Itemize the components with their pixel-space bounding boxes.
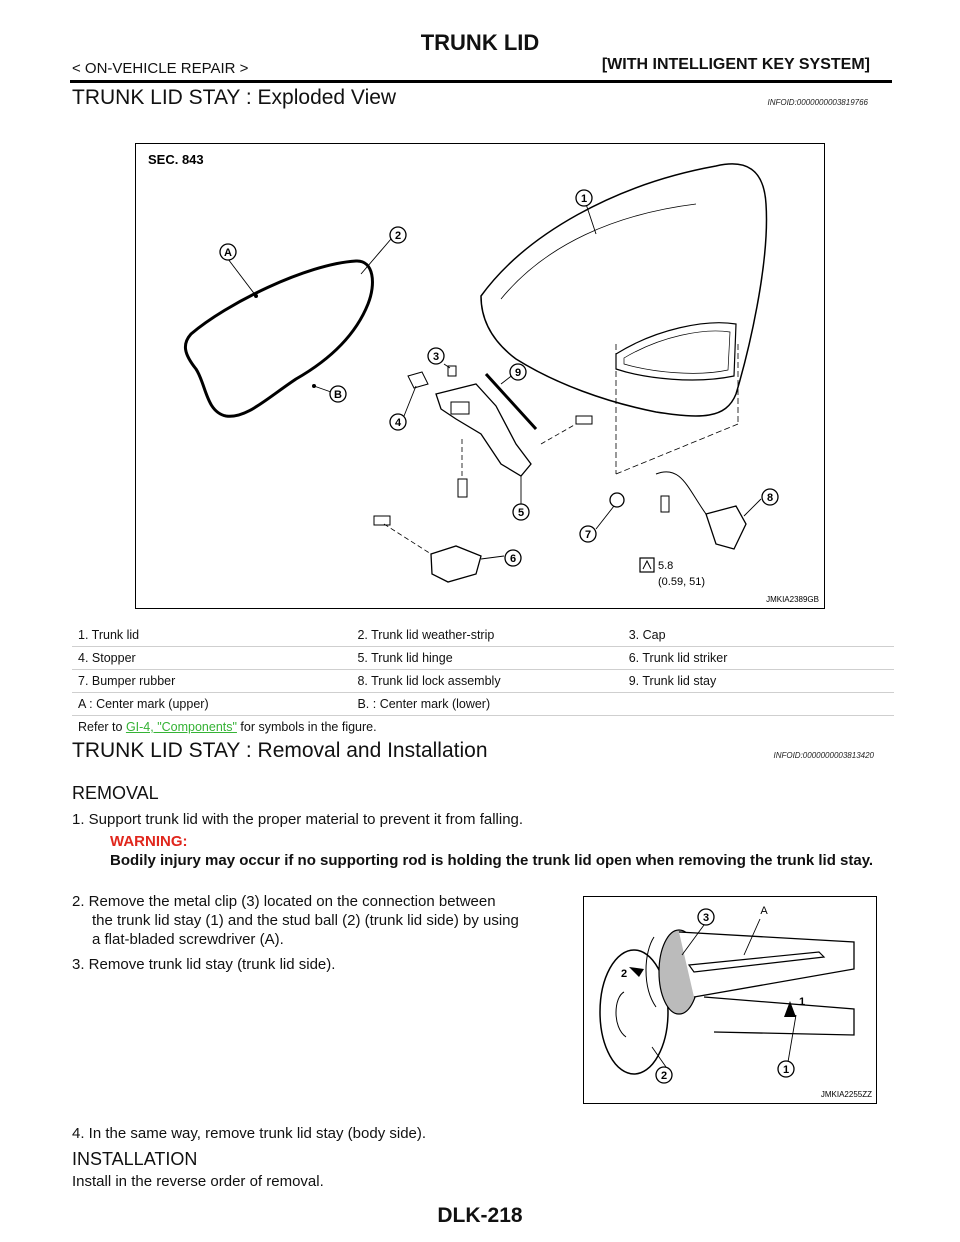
header-variant: [WITH INTELLIGENT KEY SYSTEM] xyxy=(601,56,870,73)
components-link[interactable]: GI-4, "Components" xyxy=(125,720,237,734)
warning-label: WARNING: xyxy=(110,833,188,850)
legend-cell: 2. Trunk lid weather-strip xyxy=(351,624,622,647)
sec-number: SEC. 843 xyxy=(148,152,204,167)
removal-step-2-line-2: the trunk lid stay (1) and the stud ball (2) (trunk lid side) by using xyxy=(92,912,519,929)
svg-text:4: 4 xyxy=(394,417,402,429)
legend-row xyxy=(72,670,894,693)
svg-text:1: 1 xyxy=(580,193,588,205)
legend-row xyxy=(72,693,894,716)
legend-row xyxy=(72,624,894,647)
svg-text:9: 9 xyxy=(514,367,522,379)
legend-cell: 1. Trunk lid xyxy=(72,624,351,647)
section-title-exploded-view: TRUNK LID STAY : Exploded View xyxy=(72,86,397,109)
legend-cell: 8. Trunk lid lock assembly xyxy=(351,670,622,693)
removal-step-2-line-3: a flat-bladed screwdriver (A). xyxy=(92,931,284,948)
section-title-removal-installation: TRUNK LID STAY : Removal and Installation xyxy=(72,739,488,762)
legend-cell: 3. Cap xyxy=(623,624,894,647)
removal-heading: REMOVAL xyxy=(72,783,159,803)
removal-step-1: 1. Support trunk lid with the proper material to prevent it from falling. xyxy=(72,811,524,828)
legend-cell: A : Center mark (upper) xyxy=(72,693,351,716)
svg-text:2: 2 xyxy=(620,968,628,980)
installation-text: Install in the reverse order of removal. xyxy=(72,1173,324,1190)
header-rule xyxy=(70,80,892,83)
stopper xyxy=(408,372,428,388)
figure-code: JMKIA2255ZZ xyxy=(820,1090,872,1099)
legend-row xyxy=(72,647,894,670)
section-infoid: INFOID:0000000003819766 xyxy=(767,98,868,107)
figure-code: JMKIA2389GB xyxy=(766,595,819,604)
legend-cell: 4. Stopper xyxy=(72,647,351,670)
exploded-view-figure xyxy=(135,143,825,609)
svg-text:3: 3 xyxy=(432,351,440,363)
svg-text:3: 3 xyxy=(702,912,710,924)
svg-text:2: 2 xyxy=(394,230,402,242)
svg-text:6: 6 xyxy=(509,553,517,565)
trunk-lid-striker xyxy=(431,546,481,582)
trunk-lid-hinge xyxy=(436,384,531,476)
section-infoid: INFOID:0000000003813420 xyxy=(773,751,874,760)
svg-text:7: 7 xyxy=(584,529,592,541)
svg-text:2: 2 xyxy=(660,1070,668,1082)
legend-cell: 6. Trunk lid striker xyxy=(623,647,894,670)
svg-text:A: A xyxy=(760,905,768,917)
legend-cell: B. : Center mark (lower) xyxy=(351,693,622,716)
legend-refer-row xyxy=(72,716,894,739)
removal-step-4: 4. In the same way, remove trunk lid stay (body side). xyxy=(72,1125,427,1142)
page-number: DLK-218 xyxy=(437,1204,523,1227)
removal-step-3: 3. Remove trunk lid stay (trunk lid side). xyxy=(72,956,336,973)
trunk-lid-stay-rod xyxy=(704,997,854,1035)
parts-legend-table xyxy=(72,624,894,738)
page-title: TRUNK LID xyxy=(420,30,540,55)
clip-removal-figure xyxy=(583,896,877,1104)
legend-cell: 7. Bumper rubber xyxy=(72,670,351,693)
svg-text:1: 1 xyxy=(798,996,806,1008)
torque-units: (0.59, 51) xyxy=(658,576,706,588)
svg-text:1: 1 xyxy=(782,1064,790,1076)
svg-text:5: 5 xyxy=(517,507,525,519)
warning-text: Bodily injury may occur if no supporting rod is holding the trunk lid open when removing the trunk lid stay. xyxy=(110,852,874,869)
exploded-view-diagram xyxy=(136,144,824,608)
svg-text:A: A xyxy=(224,247,232,259)
svg-text:B: B xyxy=(334,389,342,401)
legend-cell: 9. Trunk lid stay xyxy=(623,670,894,693)
svg-text:8: 8 xyxy=(766,492,774,504)
bumper-rubber xyxy=(610,493,624,507)
removal-step-2-line-1: 2. Remove the metal clip (3) located on the connection between xyxy=(72,893,496,910)
torque-value: 5.8 xyxy=(658,560,674,572)
trunk-lid-lock xyxy=(706,506,746,549)
callout-markers xyxy=(220,190,778,566)
clip-removal-diagram xyxy=(584,897,876,1103)
legend-cell xyxy=(623,693,894,716)
installation-heading: INSTALLATION xyxy=(72,1149,198,1169)
legend-refer: Refer to GI-4, "Components" for symbols in the figure. xyxy=(78,720,377,734)
legend-cell: 5. Trunk lid hinge xyxy=(351,647,622,670)
header-category: < ON-VEHICLE REPAIR > xyxy=(72,60,249,77)
